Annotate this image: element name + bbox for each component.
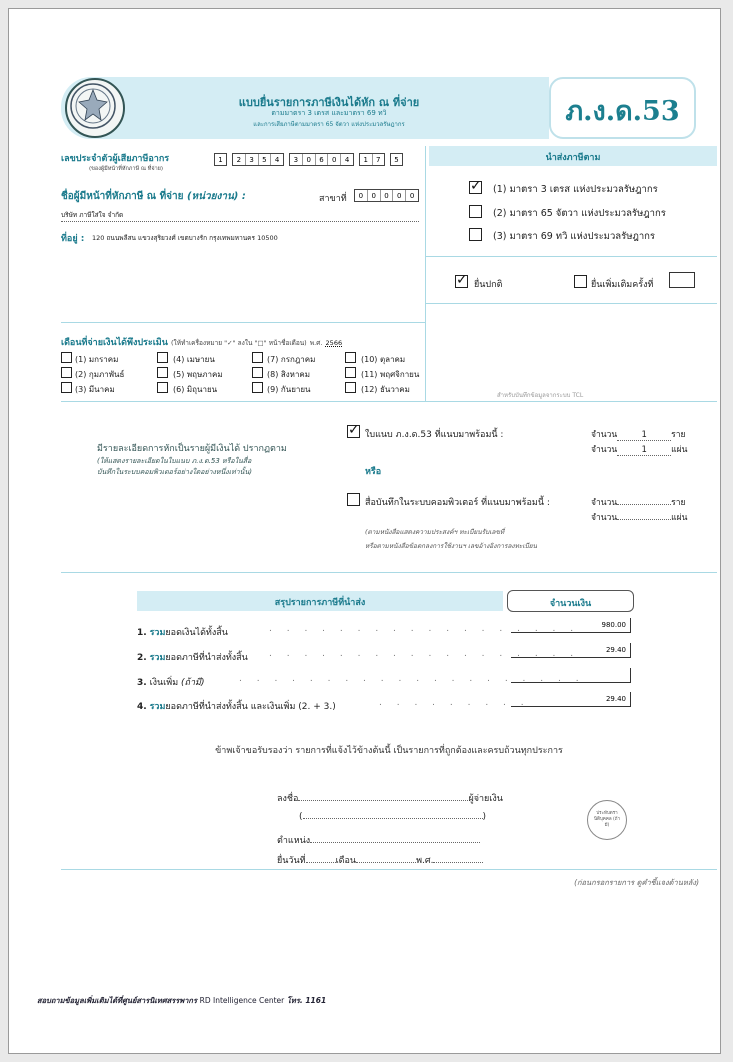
tax-id-digit-group-4[interactable]: 1 7 (359, 153, 385, 166)
position-line[interactable]: ตำแหน่ง (277, 833, 480, 847)
normal-filing-label: ยื่นปกติ (474, 280, 503, 290)
attachment-media-checkbox[interactable] (347, 493, 360, 506)
additional-filing-checkbox[interactable] (574, 275, 587, 288)
month-jul-checkbox[interactable] (252, 352, 263, 363)
month-jul-label: (7) กรกฎาคม (267, 355, 316, 364)
section-3-checkbox[interactable] (469, 181, 482, 194)
month-sep-checkbox[interactable] (252, 382, 263, 393)
month-aug-label: (8) สิงหาคม (267, 370, 311, 379)
contact-info: สอบถามข้อมูลเพิ่มเติมได้ที่ศูนย์สารนิเทศสรรพากร RD Intelligence Center โทร. 1161 (37, 996, 327, 1005)
normal-filing-checkbox[interactable] (455, 275, 468, 288)
attachment-media-count-1[interactable]: จำนวน ราย (591, 498, 686, 508)
tcl-note: สำหรับบันทึกข้อมูลจากระบบ TCL (497, 392, 584, 399)
section-69-label: (3) มาตรา 69 ทวิ แห่งประมวลรัษฎากร (493, 231, 656, 242)
month-apr-checkbox[interactable] (157, 352, 168, 363)
filing-date-line[interactable]: ยื่นวันที่ เดือน พ.ศ. (277, 853, 483, 867)
attachment-intro: มีรายละเอียดการหักเป็นรายผู้มีเงินได้ ปรากฏตาม (97, 444, 287, 454)
payer-name-value[interactable]: บริษัท ภาษีใส่ใจ จำกัด (61, 210, 419, 222)
branch-label: สาขาที่ (319, 194, 347, 204)
attachment-intro-note: (ให้แสดงรายละเอียดในใบแนบ ภ.ง.ด.53 หรือในสื่อ บันทึกในระบบคอมพิวเตอร์อย่างใดอย่างหนึ่งเท่านั้น) (97, 457, 252, 476)
attachment-form-label: ใบแนบ ภ.ง.ด.53 ที่แนบมาพร้อมนี้ : (365, 430, 504, 440)
section-3-label: (1) มาตรา 3 เตรส แห่งประมวลรัษฎากร (493, 184, 658, 195)
form-subtitle-2: และการเสียภาษีตามมาตรา 65 จัตวา แห่งประมวลรัษฎากร (253, 121, 405, 128)
attachment-form-count-2[interactable]: จำนวน 1 แผ่น (591, 445, 688, 455)
signature-name-line[interactable]: ( ) (299, 812, 487, 822)
attachment-form-checkbox[interactable] (347, 425, 360, 438)
tax-id-label: เลขประจำตัวผู้เสียภาษีอากร (61, 154, 170, 164)
summary-row-3-amount[interactable] (511, 668, 631, 683)
additional-filing-label: ยื่นเพิ่มเติมครั้งที่ (591, 280, 654, 290)
month-mar-checkbox[interactable] (61, 382, 72, 393)
summary-row-4-label: 4. รวมยอดภาษีที่นำส่งทั้งสิ้น และเงินเพิ่ม (2. + 3.) (137, 702, 336, 712)
month-jan-checkbox[interactable] (61, 352, 72, 363)
month-dec-checkbox[interactable] (345, 382, 356, 393)
payer-name-label: ชื่อผู้มีหน้าที่หักภาษี ณ ที่จ่าย (หน่วยงาน) : (61, 191, 246, 202)
month-mar-label: (3) มีนาคม (75, 385, 115, 394)
month-aug-checkbox[interactable] (252, 367, 263, 378)
summary-row-1-label: 1. รวมยอดเงินได้ทั้งสิ้น (137, 628, 228, 638)
month-jun-checkbox[interactable] (157, 382, 168, 393)
submit-section-title: นำส่งภาษีตาม (545, 153, 601, 163)
summary-row-2-label: 2. รวมยอดภาษีที่นำส่งทั้งสิ้น (137, 653, 248, 663)
section-69-checkbox[interactable] (469, 228, 482, 241)
tax-id-digit-group-5[interactable]: 5 (390, 153, 403, 166)
tax-id-digit-group-1[interactable]: 1 (214, 153, 227, 166)
month-apr-label: (4) เมษายน (173, 355, 215, 364)
address-value[interactable]: 120 ถนนพลีสน แขวงสุริยวงศ์ เขตบางรัก กรุงเทพมหานคร 10500 (92, 234, 278, 242)
month-feb-label: (2) กุมภาพันธ์ (75, 370, 125, 379)
address-label: ที่อยู่ : (61, 234, 85, 244)
tax-id-note: (ของผู้มีหน้าที่หักภาษี ณ ที่จ่าย) (89, 166, 164, 172)
month-label: เดือนที่จ่ายเงินได้พึงประเมิน (ให้ทำเครื่องหมาย "✓" ลงใน "□" หน้าชื่อเดือน) พ.ศ. 2566 (61, 338, 343, 348)
month-oct-label: (10) ตุลาคม (361, 355, 406, 364)
form-subtitle-1: ตามมาตรา 3 เตรส และมาตรา 69 ทวิ (271, 109, 387, 117)
month-may-label: (5) พฤษภาคม (173, 370, 223, 379)
company-stamp-placeholder: ประทับตรา นิติบุคคล (ถ้ามี) (587, 800, 627, 840)
month-sep-label: (9) กันยายน (267, 385, 311, 394)
month-jan-label: (1) มกราคม (75, 355, 119, 364)
form-page: แบบยื่นรายการภาษีเงินได้หัก ณ ที่จ่าย ตามมาตรา 3 เตรส และมาตรา 69 ทวิ และการเสียภาษีตามมาตรา 65 จัตวา แห่งประมวลรัษฎากร ภ.ง.ด.53 เลขประจำตัวผู้เสียภาษีอากร (ของผู้มีหน้าที่หักภาษี ณ ที่จ่าย) 1 2 3 5 4 3 0 6 0 4 1 7 5 ชื่อผู้มีหน้าที่หักภาษี ณ ที่จ่าย (หน่วยงาน) : สาขาที่ 0 0 0 0 0 บริษัท ภาษีใส่ใจ จำกัด ที่อยู่ : 120 ถนนพลีสน แขวงสุริยวงศ์ เขตบางรัก กรุงเทพมหานคร 10500 นำส่งภาษีตาม ✓ (1) มาตรา 3 เตรส แห่งประมวลรัษฎากร (2) มาตรา 65 จัตวา แห่งประมวลรัษฎากร (3) มาตรา 69 ทวิ แห่งประมวลรัษฎากร ✓ ยื่นปกติ ยื่นเพิ่มเติมครั้งที่ สำหรับบันทึกข้อมูลจากระบบ TCL เดือนที่จ่ายเงินได้พึงประเมิน (ให้ทำเครื่องหมาย "✓" ลงใน "□" หน้าชื่อเดือน) พ.ศ. 2566 (1) มกราคม (2) กุมภาพันธ์ (3) มีนาคม (4) เมษายน (5) พฤษภาคม (6) มิถุนายน (7) กรกฎาคม (8) สิงหาคม (9) กันยายน (10) ตุลาคม (11) พฤศจิกายน (12) ธันวาคม มีรายละเอียดการหักเป็นรายผู้มีเงินได้ ปรากฏตาม (ให้แสดงรายละเอียดในใบแนบ ภ.ง.ด.53 หรือในสื่อ บันทึกในระบบคอมพิวเตอร์อย่างใดอย่างหนึ่งเท่านั้น) ✓ ใบแนบ ภ.ง.ด.53 ที่แนบมาพร้อมนี้ : จำนวน 1 ราย จำนวน 1 แผ่น หรือ สื่อบันทึกในระบบคอมพิวเตอร์ ที่แนบมาพร้อมนี้ : จำนวน ราย จำนวน แผ่น (ตามหนังสือแสดงความประสงค์ฯ ทะเบียนรับเลขที่ หรือตามหนังสือข้อตกลงการใช้งานฯ เลขอ้างอิงการลงทะเบียน สรุปรายการภาษีที่นำส่ง จำนวนเงิน 1. รวมยอดเงินได้ทั้งสิ้น . . . . . . . . . . . . . . . . . . 980.00 2. รวมยอดภาษีที่นำส่งทั้งสิ้น . . . . . . . . . . . . . . . . . . 29.40 3. เงินเพิ่ม (ถ้ามี) . . . . . . . . . . . . . . . . . . . . 4. รวมยอดภาษีที่นำส่งทั้งสิ้น และเงินเพิ่ม (2. + 3.) . . . . . . . . . 29.40 ข้าพเจ้าขอรับรองว่า รายการที่แจ้งไว้ข้างต้นนี้ เป็นรายการที่ถูกต้องและครบถ้วนทุกประการ ลงชื่อ ผู้จ่ายเงิน ( ) ตำแหน่ง ยื่นวันที่ เดือน พ.ศ. ประทับตรา นิติบุคคล (ถ้ามี) (ก่อนกรอกรายการ ดูคำชี้แจงด้านหลัง) สอบถามข้อมูลเพิ่มเติมได้ที่ศูนย์สารนิเทศสรรพากร RD Intelligence Center โทร. 1161 (8, 8, 721, 1054)
month-nov-label: (11) พฤศจิกายน (361, 370, 420, 379)
tax-id-digit-group-2[interactable]: 2 3 5 4 (232, 153, 284, 166)
branch-number[interactable]: 0 0 0 0 0 (354, 189, 419, 202)
form-code: ภ.ง.ด.53 (565, 96, 680, 127)
summary-title: สรุปรายการภาษีที่นำส่ง (274, 598, 366, 608)
attachment-media-note-2: หรือตามหนังสือข้อตกลงการใช้งานฯ เลขอ้างอิงการลงทะเบียน (365, 542, 537, 550)
or-label: หรือ (365, 467, 382, 477)
attachment-media-count-2[interactable]: จำนวน แผ่น (591, 513, 688, 523)
month-nov-checkbox[interactable] (345, 367, 356, 378)
signature-line[interactable]: ลงชื่อ ผู้จ่ายเงิน (277, 794, 503, 804)
year-value: 2566 (325, 339, 343, 347)
month-may-checkbox[interactable] (157, 367, 168, 378)
month-oct-checkbox[interactable] (345, 352, 356, 363)
summary-row-2-amount[interactable]: 29.40 (511, 643, 631, 658)
tax-id-digit-group-3[interactable]: 3 0 6 0 4 (289, 153, 354, 166)
summary-row-3-label: 3. เงินเพิ่ม (ถ้ามี) (137, 678, 205, 688)
amount-header: จำนวนเงิน (549, 599, 592, 609)
summary-row-4-amount[interactable]: 29.40 (511, 692, 631, 707)
month-feb-checkbox[interactable] (61, 367, 72, 378)
form-title: แบบยื่นรายการภาษีเงินได้หัก ณ ที่จ่าย (238, 96, 420, 109)
back-instructions-note: (ก่อนกรอกรายการ ดูคำชี้แจงด้านหลัง) (574, 878, 699, 887)
summary-row-1-amount[interactable]: 980.00 (511, 618, 631, 633)
certification-text: ข้าพเจ้าขอรับรองว่า รายการที่แจ้งไว้ข้างต้นนี้ เป็นรายการที่ถูกต้องและครบถ้วนทุกประการ (215, 746, 563, 756)
section-65-label: (2) มาตรา 65 จัตวา แห่งประมวลรัษฎากร (493, 208, 666, 219)
attachment-media-label: สื่อบันทึกในระบบคอมพิวเตอร์ ที่แนบมาพร้อมนี้ : (365, 498, 550, 508)
revenue-department-seal (65, 78, 125, 138)
additional-filing-number[interactable] (669, 272, 695, 288)
month-dec-label: (12) ธันวาคม (361, 385, 410, 394)
attachment-media-note-1: (ตามหนังสือแสดงความประสงค์ฯ ทะเบียนรับเลขที่ (365, 528, 505, 536)
month-jun-label: (6) มิถุนายน (173, 385, 218, 394)
section-65-checkbox[interactable] (469, 205, 482, 218)
attachment-form-count-1[interactable]: จำนวน 1 ราย (591, 430, 686, 440)
